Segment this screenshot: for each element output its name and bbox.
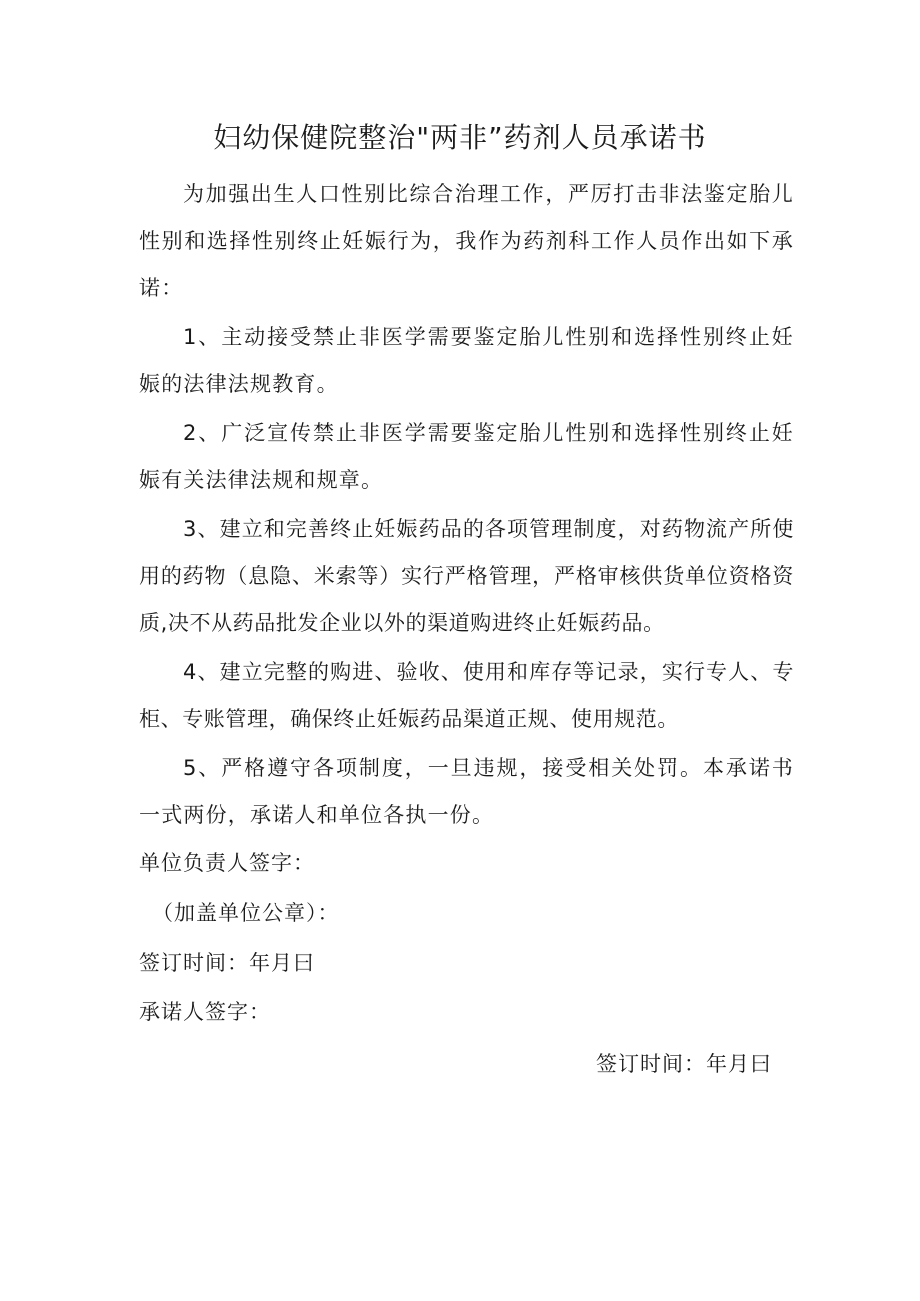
intro-paragraph: 为加强出生人口性别比综合治理工作，严厉打击非法鉴定胎儿性别和选择性别终止妊娠行为，我作为药剂科工作人员作出如下承诺： xyxy=(139,182,794,300)
commitment-item-3: 3、建立和完善终止妊娠药品的各项管理制度，对药物流产所使用的药物（息隐、米索等）实行严格管理，严格审核供货单位资格资质,决不从药品批发企业以外的渠道购进终止妊娠药品。 xyxy=(139,517,794,635)
document-body xyxy=(139,171,794,841)
promiser-signature-label: 承诺人签字： xyxy=(139,1000,271,1024)
commitment-item-1: 1、主动接受禁止非医学需要鉴定胎儿性别和选择性别终止妊娠的法律法规教育。 xyxy=(139,325,794,396)
commitment-item-2: 2、广泛宣传禁止非医学需要鉴定胎儿性别和选择性别终止妊娠有关法律法规和规章。 xyxy=(139,421,794,492)
promiser-sign-date-label: 签订时间：年月曰 xyxy=(596,1052,772,1076)
unit-head-signature-label: 单位负责人签字： xyxy=(139,851,315,875)
unit-seal-label: （加盖单位公章）： xyxy=(152,901,340,925)
commitment-item-5: 5、严格遵守各项制度，一旦违规，接受相关处罚。本承诺书一式两份，承诺人和单位各执一份。 xyxy=(139,756,794,827)
document-title: 妇幼保健院整治"两非”药剂人员承诺书 xyxy=(213,121,707,154)
unit-sign-date-label: 签订时间：年月曰 xyxy=(139,951,315,975)
commitment-item-4: 4、建立完整的购进、验收、使用和库存等记录，实行专人、专柜、专账管理，确保终止妊娠药品渠道正规、使用规范。 xyxy=(139,660,794,731)
